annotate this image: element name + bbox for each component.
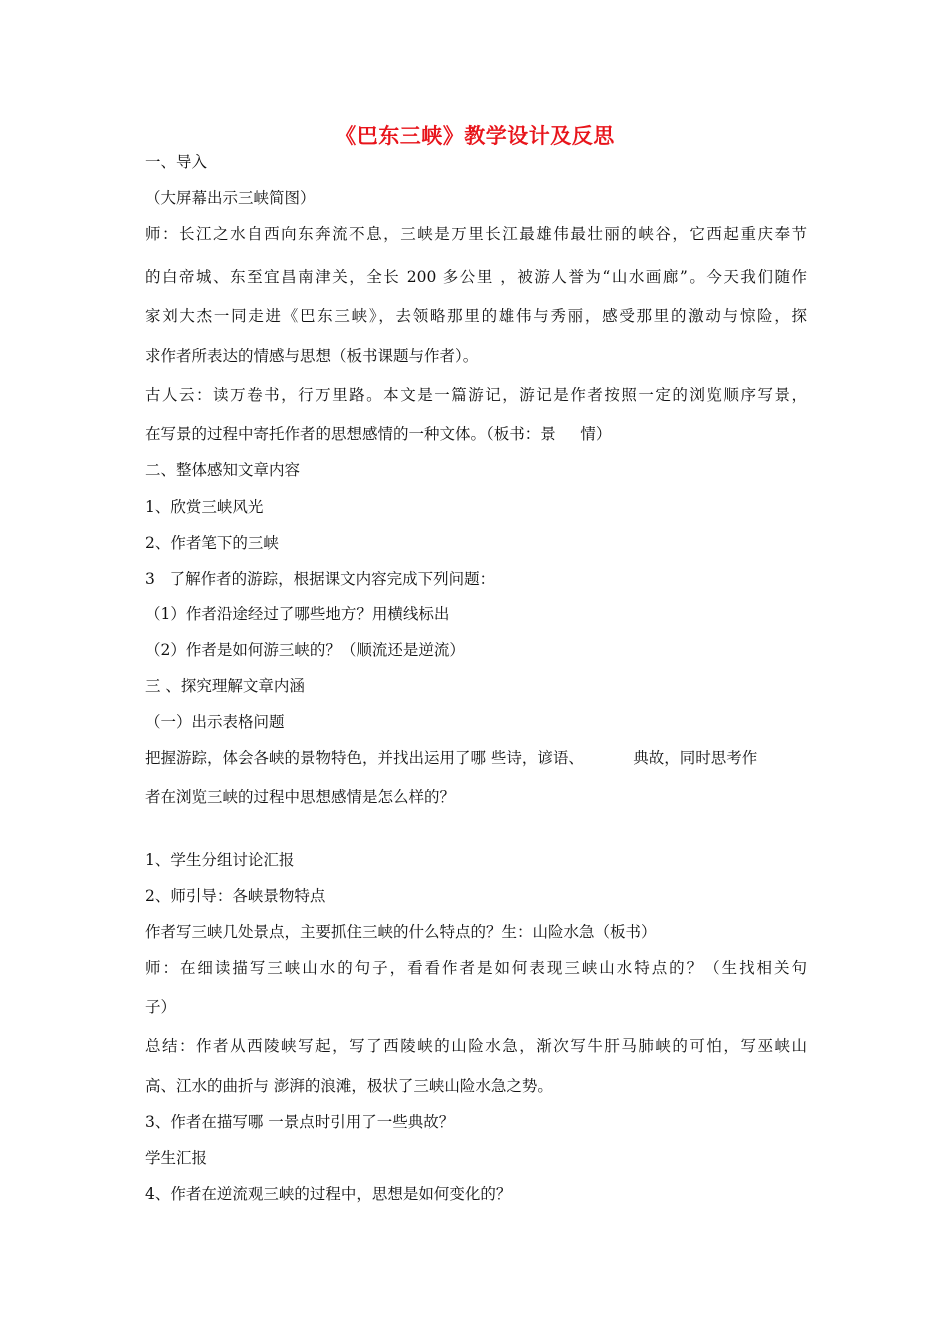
paragraph-line: 学生汇报 — [145, 1149, 208, 1167]
paragraph-line: 的白帝城、东至宜昌南津关，全长 200 多公里 ，被游人誉为“山水画廊”。今天我们随作 — [145, 268, 807, 286]
paragraph-line: （大屏幕出示三峡简图） — [145, 189, 316, 207]
list-item: 3、作者在描写哪 一景点时引用了一些典故？ — [145, 1113, 455, 1131]
paragraph-line: 总结：作者从西陵峡写起，写了西陵峡的山险水急，渐次写牛肝马肺峡的可怕，写巫峡山 — [145, 1037, 807, 1055]
list-item: 3 了解作者的游踪，根据课文内容完成下列问题： — [145, 570, 496, 588]
list-item: 1、学生分组讨论汇报 — [145, 851, 295, 869]
section-heading-intro: 一、导入 — [145, 153, 208, 171]
paragraph-line: 师：长江之水自西向东奔流不息，三峡是万里长江最雄伟最壮丽的峡谷，它西起重庆奉节 — [145, 225, 807, 243]
list-item: 4、作者在逆流观三峡的过程中，思想是如何变化的？ — [145, 1185, 512, 1203]
list-item: 2、作者笔下的三峡 — [145, 534, 279, 552]
subsection-heading: （一）出示表格问题 — [145, 713, 285, 731]
list-item: 1、欣赏三峡风光 — [145, 498, 264, 516]
document-title: 《巴东三峡》教学设计及反思 — [335, 124, 615, 148]
paragraph-line: 把握游踪，体会各峡的景物特色，并找出运用了哪 些诗，谚语、 典故，同时思考作 — [145, 749, 758, 767]
paragraph-line: 在写景的过程中寄托作者的思想感情的一种文体。（板书：景 情） — [145, 425, 612, 443]
paragraph-line: 古人云：读万卷书，行万里路。本文是一篇游记，游记是作者按照一定的浏览顺序写景， — [145, 386, 807, 404]
list-item: （2）作者是如何游三峡的？（顺流还是逆流） — [145, 641, 465, 659]
list-item: 2、师引导：各峡景物特点 — [145, 887, 326, 905]
paragraph-line: 作者写三峡几处景点，主要抓住三峡的什么特点的？生：山险水急（板书） — [145, 923, 657, 941]
paragraph-line: 家刘大杰一同走进《巴东三峡》，去领略那里的雄伟与秀丽，感受那里的激动与惊险，探 — [145, 307, 807, 325]
paragraph-line: 高、江水的曲折与 澎湃的浪滩，极状了三峡山险水急之势。 — [145, 1077, 553, 1095]
paragraph-line: 子） — [145, 998, 177, 1016]
section-heading-overview: 二、整体感知文章内容 — [145, 461, 301, 479]
list-item: （1）作者沿途经过了哪些地方？用横线标出 — [145, 605, 450, 623]
paragraph-line: 师：在细读描写三峡山水的句子，看看作者是如何表现三峡山水特点的？（生找相关句 — [145, 959, 807, 977]
section-heading-explore: 三 、探究理解文章内涵 — [145, 677, 305, 695]
paragraph-line: 求作者所表达的情感与思想（板书课题与作者）。 — [145, 347, 479, 365]
paragraph-line: 者在浏览三峡的过程中思想感情是怎么样的？ — [145, 788, 456, 806]
